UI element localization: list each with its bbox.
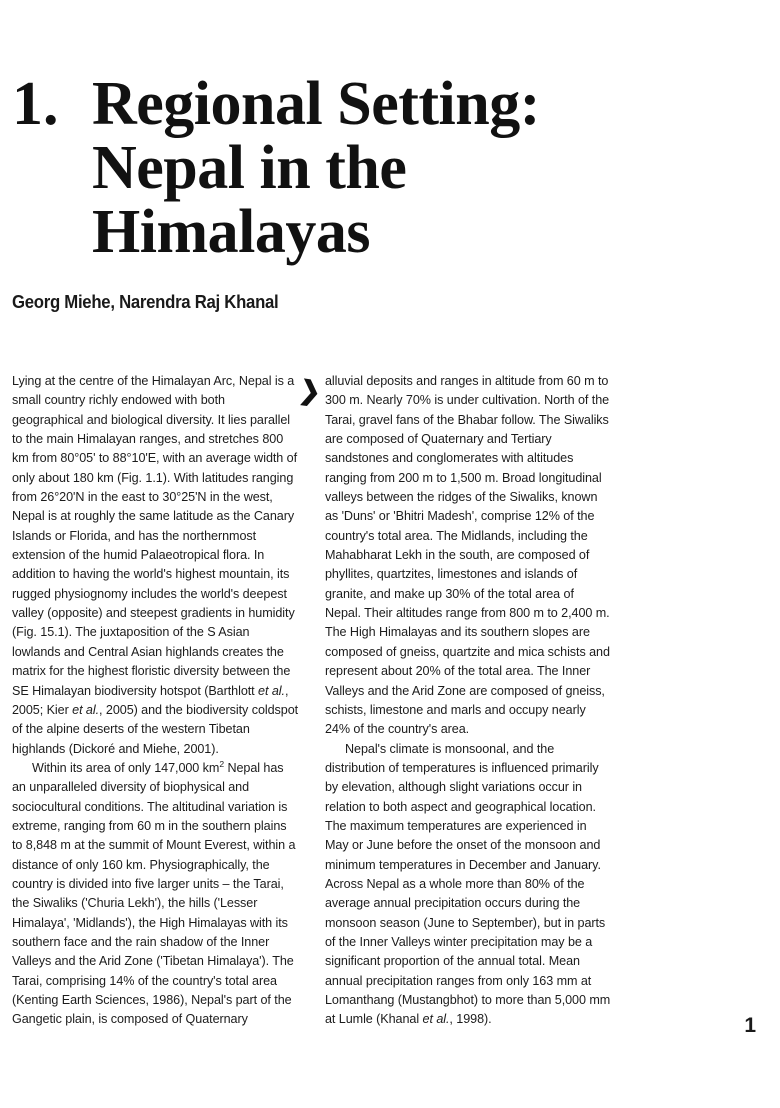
author-byline: Georg Miehe, Narendra Raj Khanal <box>12 292 279 312</box>
text-run: Nepal has an unparalleled diversity of biophysical and sociocultural conditions. The altitudinal variation is extreme, ranging from 60 m in the southern plains to 8,848 m at the summit of Mount Everest, within a distance of only 160 km. Physiographically, the country is divided into five larger units – the Tarai, the Siwaliks ('Churia Lekh'), the hills ('Lesser Himalaya', 'Midlands'), the High Himalayas with its southern face and the rain shadow of the Inner Valleys and the Arid Zone ('Tibetan Himalaya'). The Tarai, comprising 14% of the country's total area (Kenting Earth Sciences, 1986), Nepal's part of the Gangetic plain, is composed of Quaternary <box>12 760 296 1027</box>
page-number: 1 <box>744 1014 756 1037</box>
page-title-line-0: Regional Setting: <box>92 70 540 138</box>
body-text-area <box>12 372 612 1030</box>
chapter-heading <box>0 72 700 264</box>
text-run: , 2005; Kier <box>12 683 289 717</box>
text-run: Within its area of only 147,000 km <box>32 760 220 775</box>
paragraph <box>325 372 612 740</box>
paragraph <box>12 759 299 1030</box>
chapter-number: 1. <box>12 70 59 138</box>
text-run: Nepal's climate is monsoonal, and the distribution of temperatures is influenced primarily by elevation, although slight variations occur in relation to both aspect and geographical location. The maximum temperatures are experienced in May or June before the onset of the monsoon and minimum temperatures in December and January. Across Nepal as a whole more than 80% of the average annual precipitation occurs during the monsoon season (June to September), but in parts of the Inner Valleys winter precipitation may be a significant proportion of the annual total. Mean annual precipitation ranges from only 163 mm at Lomanthang (Mustangbhot) to more than 5,000 mm at Lumle (Khanal <box>325 741 611 1027</box>
text-run: , 2005) and the biodiversity coldspot of the alpine deserts of the western Tibetan highlands (Dickoré and Miehe, 2001). <box>12 702 299 756</box>
page-title-line-1: Nepal in the <box>92 134 407 202</box>
paragraph <box>12 372 299 759</box>
text-column-right <box>325 372 612 1030</box>
text-run: , 1998). <box>449 1012 492 1027</box>
italic-citation: et al. <box>258 683 285 698</box>
italic-citation: et al. <box>72 702 100 717</box>
italic-citation: et al. <box>422 1012 450 1027</box>
page-title <box>92 72 540 264</box>
text-run: Lying at the centre of the Himalayan Arc, Nepal is a small country richly endowed with both geographical and biological diversity. It lies parallel to the main Himalayan ranges, and stretches 800 km from 80°05' to 88°10'E, with an average width of only about 180 km (Fig. 1.1). With latitudes ranging from 26°20'N in the east to 30°25'N in the west, Nepal is at roughly the same latitude as the Canary Islands or Florida, and has the northernmost extension of the humid Palaeotropical flora. In addition to having the world's highest mountain, its rugged physiognomy includes the world's deepest valley (opposite) and steepest gradients in humidity (Fig. 15.1). The juxtaposition of the S Asian lowlands and Central Asian highlands creates the matrix for the highest floristic diversity between the SE Himalayan biodiversity hotspot (Barthlott <box>12 374 298 698</box>
text-column-left <box>12 372 299 1030</box>
gutter-artifact-icon: ❯ <box>297 375 323 407</box>
page-title-line-2: Himalayas <box>92 198 370 266</box>
superscript: 2 <box>219 758 225 769</box>
text-run: alluvial deposits and ranges in altitude from 60 m to 300 m. Nearly 70% is under cultivation. North of the Tarai, gravel fans of the Bhabar follow. The Siwaliks are composed of Quaternary and Tertiary sandstones and conglomerates with altitudes ranging from 200 m to 1,500 m. Broad longitudinal valleys between the ridges of the Siwaliks, known as 'Duns' or 'Bhitri Madesh', comprise 12% of the country's total area. The Midlands, including the Mahabharat Lekh in the south, are composed of phyllites, quartzites, limestones and islands of granite, and make up 30% of the total area of Nepal. Their altitudes range from 800 m to 2,400 m. The High Himalayas and its southern slopes are composed of gneiss, quartzite and mica schists and represent about 20% of the total area. The Inner Valleys and the Arid Zone are composed of gneiss, schists, limestone and marls and occupy nearly 24% of the country's area. <box>325 374 610 737</box>
paragraph <box>325 740 612 1030</box>
